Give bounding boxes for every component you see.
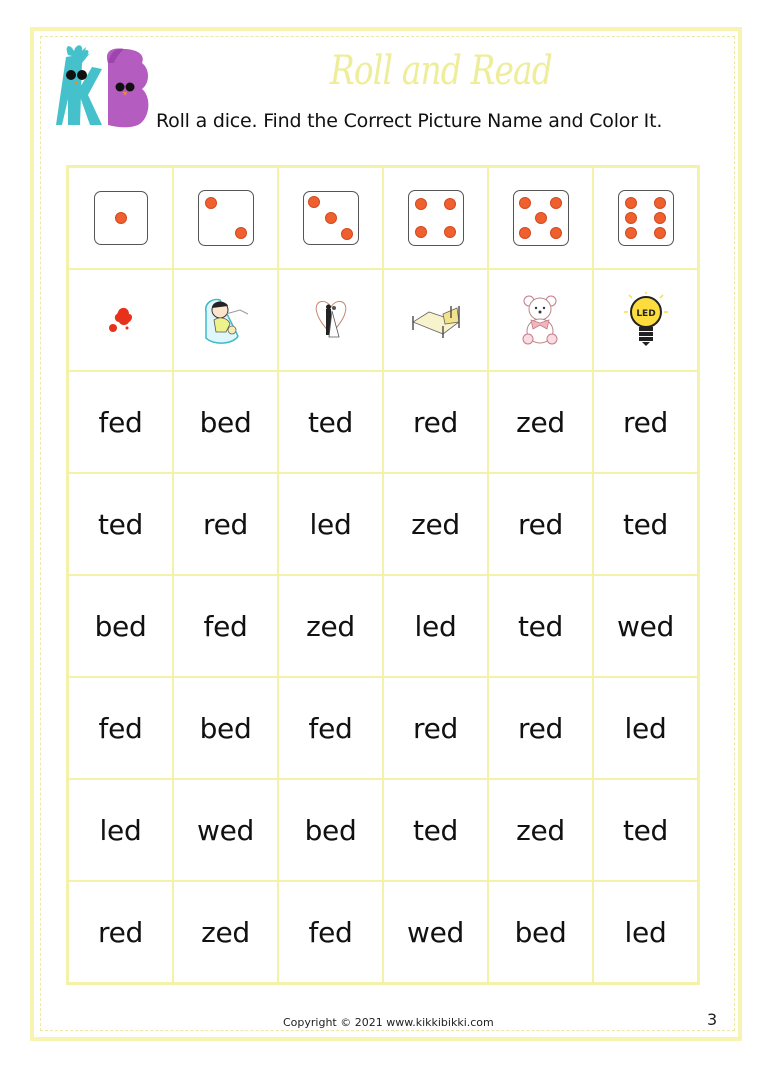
instructions: Roll a dice. Find the Correct Picture Name and Color It. xyxy=(156,110,663,132)
roll-and-read-grid xyxy=(66,165,700,985)
svg-text:LED: LED xyxy=(635,309,656,319)
word-cell[interactable] xyxy=(278,779,383,881)
word: led xyxy=(309,507,352,541)
word-cell[interactable] xyxy=(488,371,593,473)
word-cell[interactable] xyxy=(278,575,383,677)
word-cell[interactable] xyxy=(383,779,488,881)
word-cell[interactable] xyxy=(68,881,173,983)
word-cell[interactable] xyxy=(593,677,698,779)
word: red xyxy=(413,405,458,439)
dice-cell-3 xyxy=(278,167,383,269)
word-cell[interactable] xyxy=(278,371,383,473)
wedding-couple-icon xyxy=(311,295,351,345)
word-cell[interactable] xyxy=(173,677,278,779)
word: zed xyxy=(201,915,250,949)
word-cell[interactable] xyxy=(488,881,593,983)
baby-feeding-icon xyxy=(198,292,254,348)
word: fed xyxy=(203,609,248,643)
word-cell[interactable] xyxy=(68,779,173,881)
picture-cell-5 xyxy=(488,269,593,371)
word-cell[interactable] xyxy=(593,473,698,575)
word-cell[interactable] xyxy=(68,473,173,575)
word: fed xyxy=(98,405,143,439)
word: ted xyxy=(412,813,459,847)
word: red xyxy=(623,405,668,439)
kb-logo-icon xyxy=(54,45,154,130)
picture-cell-2 xyxy=(173,269,278,371)
picture-cell-6 xyxy=(593,269,698,371)
word-cell[interactable] xyxy=(173,881,278,983)
red-splat-icon xyxy=(101,300,141,340)
word: zed xyxy=(411,507,460,541)
copyright-footer: Copyright © 2021 www.kikkibikki.com xyxy=(283,1016,494,1029)
dice-cell-1 xyxy=(68,167,173,269)
word-cell[interactable] xyxy=(278,473,383,575)
word: ted xyxy=(622,507,669,541)
bed-icon xyxy=(409,300,463,340)
word-cell[interactable] xyxy=(593,881,698,983)
word: red xyxy=(518,507,563,541)
word-cell[interactable] xyxy=(278,677,383,779)
die-six-icon xyxy=(618,190,674,246)
word: red xyxy=(518,711,563,745)
word-cell[interactable] xyxy=(383,881,488,983)
word: wed xyxy=(616,609,674,643)
word: red xyxy=(203,507,248,541)
dice-cell-6 xyxy=(593,167,698,269)
word-cell[interactable] xyxy=(173,575,278,677)
die-one-icon xyxy=(94,191,148,245)
word: led xyxy=(624,915,667,949)
word-cell[interactable] xyxy=(68,575,173,677)
die-two-icon xyxy=(198,190,254,246)
word-cell[interactable] xyxy=(488,677,593,779)
word-cell[interactable] xyxy=(68,371,173,473)
word-cell[interactable] xyxy=(383,473,488,575)
dice-cell-5 xyxy=(488,167,593,269)
page-number: 3 xyxy=(707,1010,718,1029)
word-cell[interactable] xyxy=(68,677,173,779)
die-five-icon xyxy=(513,190,569,246)
dice-cell-2 xyxy=(173,167,278,269)
word: led xyxy=(414,609,457,643)
word: bed xyxy=(199,405,252,439)
teddy-bear-icon xyxy=(519,293,563,347)
picture-cell-3 xyxy=(278,269,383,371)
page-title: Roll and Read xyxy=(330,48,552,94)
word-cell[interactable] xyxy=(173,473,278,575)
word: wed xyxy=(406,915,464,949)
word-cell[interactable] xyxy=(383,371,488,473)
word-cell[interactable] xyxy=(383,677,488,779)
word-cell[interactable] xyxy=(593,575,698,677)
die-three-icon xyxy=(303,191,359,245)
picture-cell-4 xyxy=(383,269,488,371)
word: ted xyxy=(307,405,354,439)
picture-cell-1 xyxy=(68,269,173,371)
word: wed xyxy=(196,813,254,847)
die-four-icon xyxy=(408,190,464,246)
word: bed xyxy=(199,711,252,745)
word-cell[interactable] xyxy=(173,779,278,881)
word: ted xyxy=(622,813,669,847)
word: fed xyxy=(308,711,353,745)
word-cell[interactable] xyxy=(488,779,593,881)
word-cell[interactable] xyxy=(383,575,488,677)
word: bed xyxy=(514,915,567,949)
word: bed xyxy=(304,813,357,847)
word: led xyxy=(624,711,667,745)
word: ted xyxy=(97,507,144,541)
dice-cell-4 xyxy=(383,167,488,269)
led-bulb-icon xyxy=(624,292,668,348)
word: zed xyxy=(516,813,565,847)
word: red xyxy=(98,915,143,949)
word-cell[interactable] xyxy=(173,371,278,473)
word-cell[interactable] xyxy=(278,881,383,983)
word: fed xyxy=(98,711,143,745)
word-cell[interactable] xyxy=(593,779,698,881)
word: red xyxy=(413,711,458,745)
word: led xyxy=(99,813,142,847)
word: fed xyxy=(308,915,353,949)
word-cell[interactable] xyxy=(593,371,698,473)
word-cell[interactable] xyxy=(488,575,593,677)
word: zed xyxy=(306,609,355,643)
word: bed xyxy=(94,609,147,643)
word: ted xyxy=(517,609,564,643)
word-cell[interactable] xyxy=(488,473,593,575)
word: zed xyxy=(516,405,565,439)
